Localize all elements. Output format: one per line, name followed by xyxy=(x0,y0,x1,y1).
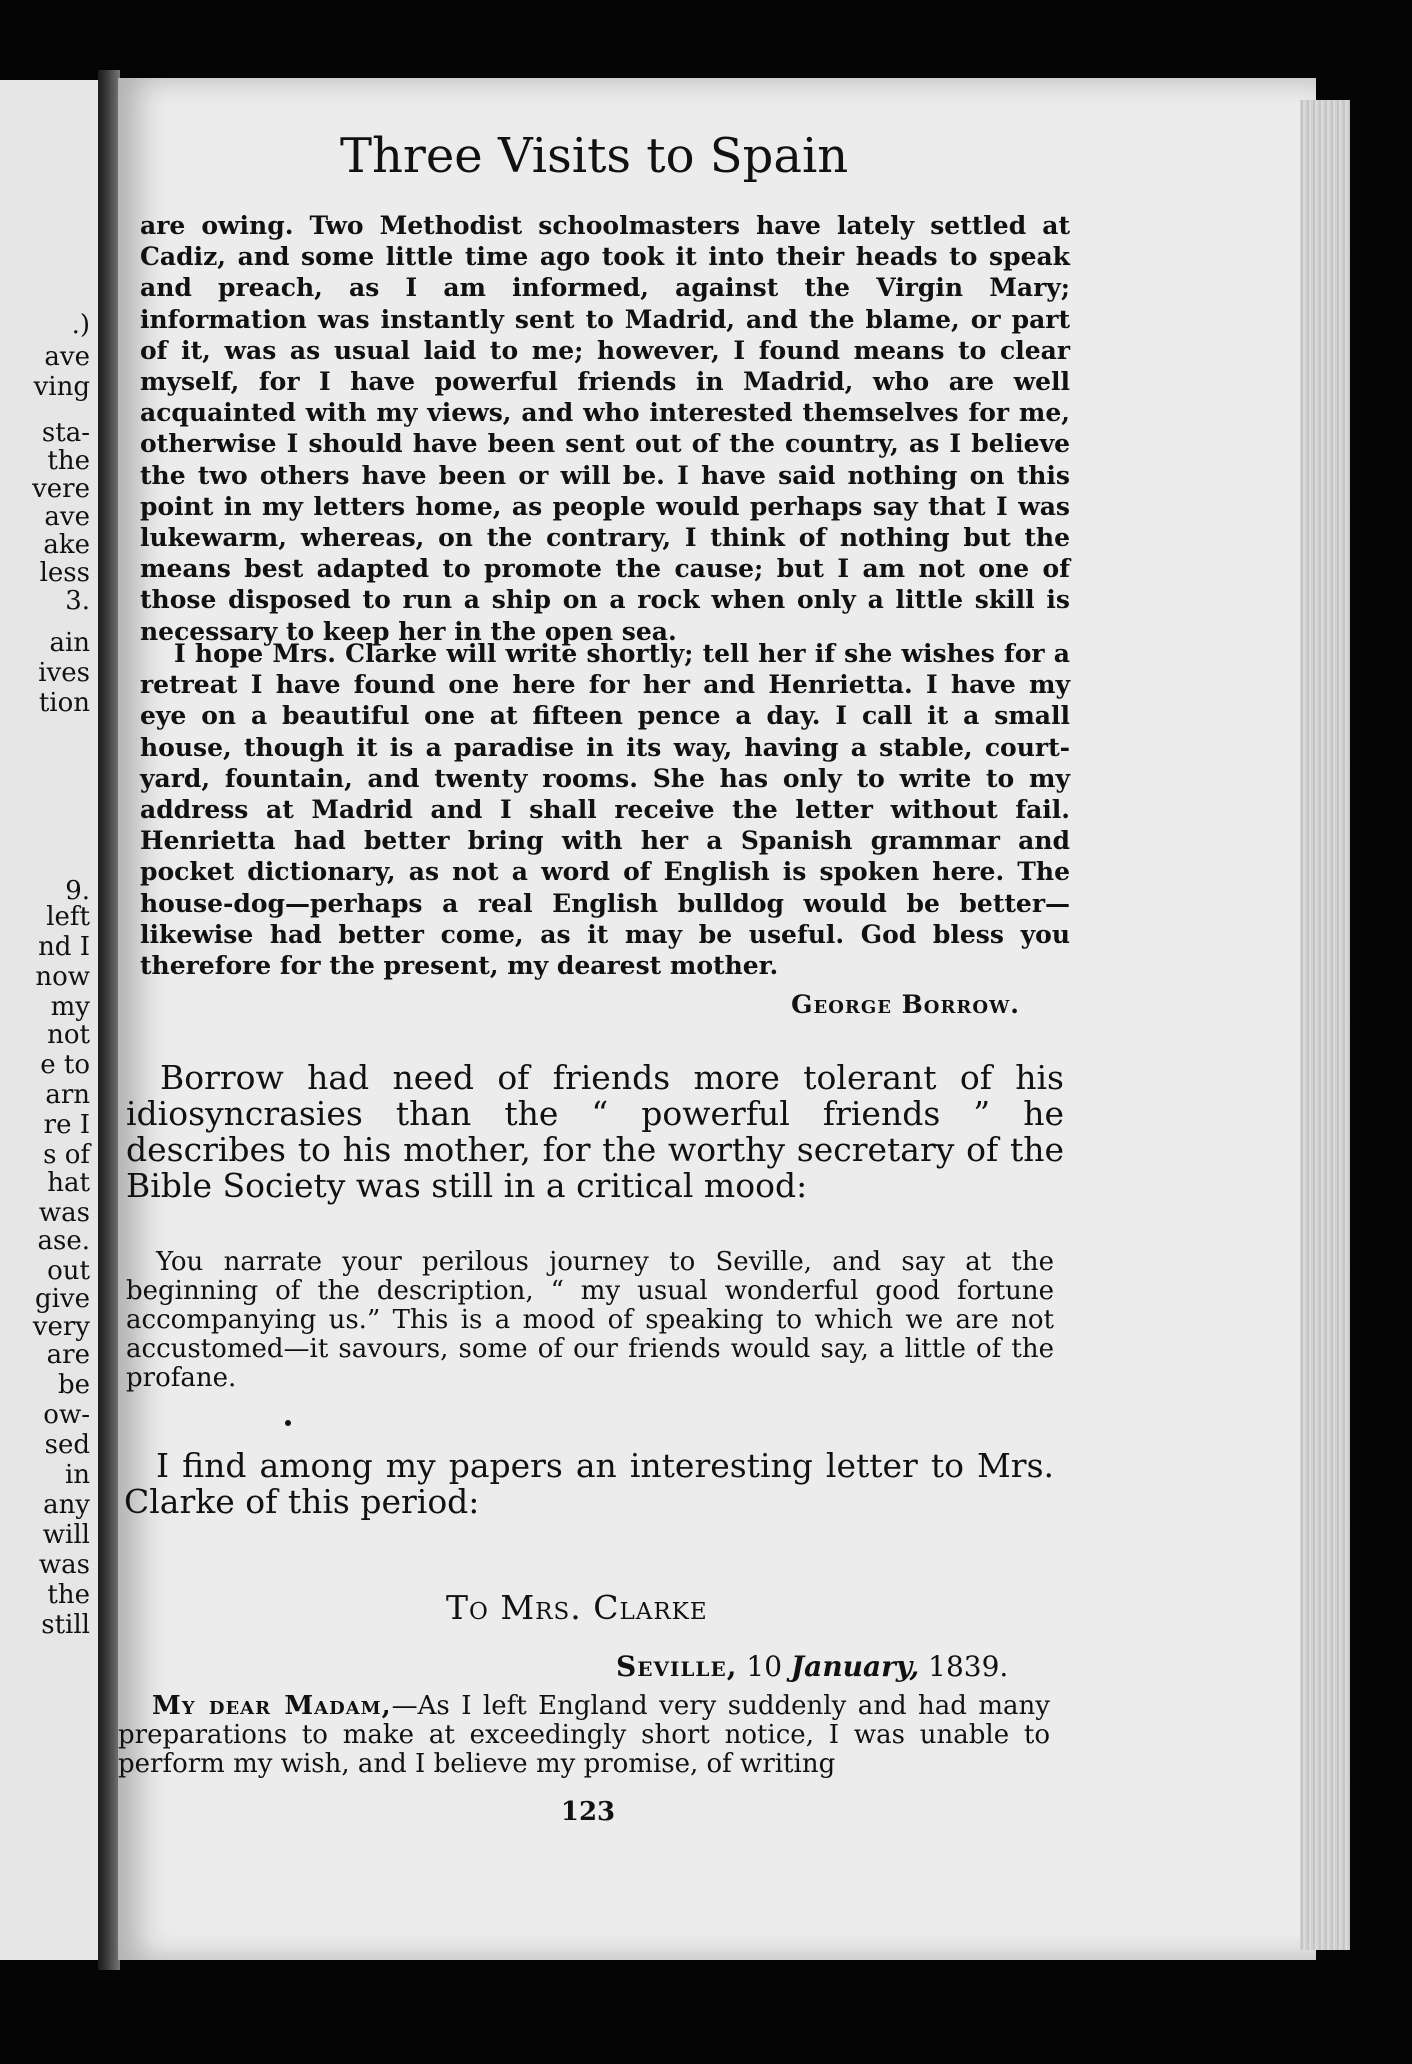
facing-page xyxy=(0,80,100,1960)
facing-page-fragment: ives xyxy=(38,658,90,688)
facing-page-fragment: tion xyxy=(38,688,90,718)
facing-page-fragment: in xyxy=(64,1460,90,1490)
book-gutter xyxy=(98,70,120,1970)
dateline xyxy=(616,1650,1036,1683)
facing-page-fragment: any xyxy=(43,1490,90,1520)
salutation: My dear Madam, xyxy=(152,1691,392,1721)
running-head: Three Visits to Spain xyxy=(340,128,849,184)
narrative-paragraph: I find among my papers an interesting letter to Mrs. Clarke of this period: xyxy=(124,1446,1054,1521)
page-edges xyxy=(1300,100,1350,1950)
facing-page-fragment: be xyxy=(57,1370,90,1400)
dateline-day: 10 xyxy=(746,1650,783,1683)
facing-page-fragment: sed xyxy=(44,1430,90,1460)
letter-paragraph xyxy=(140,638,1070,981)
signature: George Borrow. xyxy=(791,990,1020,1019)
block-quotation: You narrate your perilous journey to Seville, and say at the beginning of the description, “ my usual wonderful good fortune accompanying us.” This is a mood of speaking to which we are not accustomed—it savours, some of our friends would say, a little of the profane. xyxy=(126,1247,1054,1393)
facing-page-fragment: ave xyxy=(44,342,90,372)
facing-page-fragment: my xyxy=(50,992,90,1022)
facing-page-fragment: ase. xyxy=(37,1226,90,1256)
paragraph-text: are owing. Two Methodist schoolmasters have lately settled at Cadiz, and some little time ago took it into their heads to speak and preach, as I am informed, against the Virgin Mary; information was instantly sent to Madrid, and the blame, or part of it, was as usual laid to me; however, I found means to clear myself, for I have powerful friends in Madrid, who are well acquainted with my views, and who interested themselves for me, otherwise I should have been sent out of the country, as I believe the two others have been or will be. I have said nothing on this point in my letters home, as people would perhaps say that I was lukewarm, whereas, on the contrary, I think of nothing but the means best adapted to promote the cause; but I am not one of those disposed to run a ship on a rock when only a little skill is necessary to keep her in the open sea. xyxy=(140,211,1070,646)
facing-page-fragment: nd I xyxy=(38,932,90,962)
dateline-year: 1839. xyxy=(928,1650,1009,1683)
facing-page-fragment: 3. xyxy=(65,586,90,616)
print-speck xyxy=(285,1420,291,1426)
paragraph-text: I hope Mrs. Clarke will write shortly; tell her if she wishes for a retreat I have found one here for her and Henrietta. I have my eye on a beautiful one at fifteen pence a day. I call it a small house, though it is a paradise in its way, having a stable, court-yard, fountain, and twenty rooms. She has only to write to my address at Madrid and I shall receive the letter without fail. Henrietta had better bring with her a Spanish grammar and pocket dictionary, as not a word of English is spoken here. The house-dog—perhaps a real English bulldog would be better—likewise had better come, as it may be useful. God bless you therefore for the present, my dearest mother. xyxy=(140,639,1070,981)
facing-page-fragment: give xyxy=(34,1284,90,1314)
facing-page-fragment: out xyxy=(47,1256,90,1286)
page-number: 123 xyxy=(560,1797,616,1827)
letter-body-text: —As I left England very suddenly and had many preparations to make at exceedingly short notice, I was unable to perform my wish, and I believe my promise, of writing xyxy=(118,1691,1050,1779)
facing-page-fragment: not xyxy=(47,1020,90,1050)
facing-page-fragment: re I xyxy=(43,1110,90,1140)
facing-page-fragment: 9. xyxy=(65,876,90,906)
facing-page-fragment: ain xyxy=(49,628,90,658)
facing-page-fragment: less xyxy=(39,558,90,588)
facing-page-fragment: vere xyxy=(32,474,90,504)
facing-page-fragment: the xyxy=(47,446,90,476)
dateline-month: January, xyxy=(790,1650,920,1683)
facing-page-fragment: ave xyxy=(44,502,90,532)
facing-page-fragment: .) xyxy=(71,310,90,340)
facing-page-fragment: are xyxy=(46,1340,90,1370)
facing-page-fragment: was xyxy=(38,1198,90,1228)
facing-page-fragment: ake xyxy=(43,530,90,560)
facing-page-fragment: the xyxy=(47,1580,90,1610)
narrative-paragraph: Borrow had need of friends more tolerant of his idiosyncrasies than the “ powerful friends ” he describes to his mother, for the worthy secretary of the Bible Society was still in a critical mood: xyxy=(126,1058,1064,1205)
facing-page-fragment: very xyxy=(32,1312,90,1342)
letter-paragraph xyxy=(140,210,1070,647)
facing-page-fragment: will xyxy=(42,1520,90,1550)
facing-page-fragment: ving xyxy=(33,372,90,402)
letter-heading: To Mrs. Clarke xyxy=(446,1588,708,1627)
facing-page-fragment: was xyxy=(38,1550,90,1580)
dateline-place: Seville, xyxy=(616,1650,738,1683)
facing-page-fragment: now xyxy=(35,962,90,992)
facing-page-fragment: ow- xyxy=(43,1400,90,1430)
facing-page-fragment: sta- xyxy=(41,418,90,448)
facing-page-fragment: s of xyxy=(43,1140,90,1170)
letter-opening xyxy=(118,1692,1050,1779)
facing-page-fragment: left xyxy=(46,902,90,932)
facing-page-fragment: hat xyxy=(47,1168,90,1198)
facing-page-fragment: e to xyxy=(40,1050,90,1080)
facing-page-fragment: still xyxy=(41,1610,90,1640)
facing-page-fragment: arn xyxy=(45,1080,90,1110)
